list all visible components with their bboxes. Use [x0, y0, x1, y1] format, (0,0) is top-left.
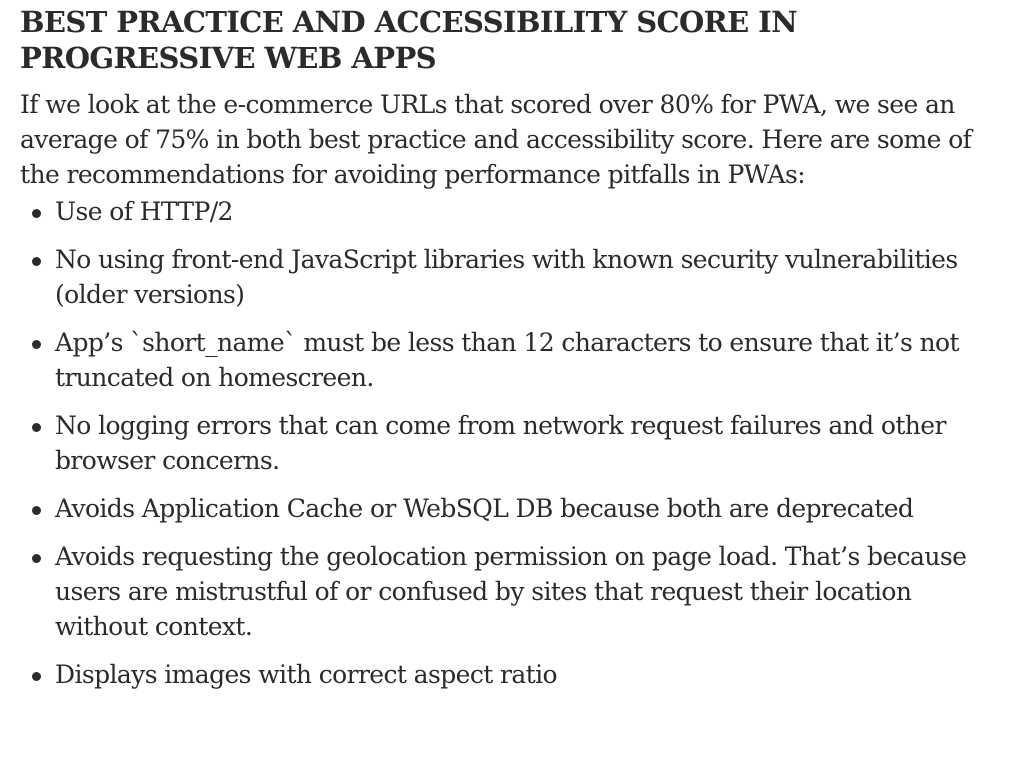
bullet-icon: [32, 340, 41, 349]
list-item-text: No logging errors that can come from network request failures and other browser concerns.: [55, 411, 946, 475]
list-item: [20, 194, 1005, 229]
list-item-text: App’s `short_name` must be less than 12 characters to ensure that it’s not truncated on homescreen.: [55, 328, 959, 392]
page-title: BEST PRACTICE AND ACCESSIBILITY SCORE IN PROGRESSIVE WEB APPS: [20, 5, 798, 75]
recommendations-list: [20, 194, 1004, 692]
bullet-icon: [32, 506, 41, 515]
list-item: [20, 408, 1005, 478]
bullet-icon: [32, 672, 41, 681]
list-item-text: Use of HTTP/2: [55, 197, 233, 226]
list-item: [20, 325, 1005, 395]
list-item-text: Avoids requesting the geolocation permission on page load. That’s because users are mistrustful of or confused by sites that request their location without context.: [55, 542, 967, 641]
list-item-text: Avoids Application Cache or WebSQL DB because both are deprecated: [55, 494, 914, 523]
list-item: [20, 539, 1005, 644]
list-item: [20, 242, 1005, 312]
bullet-icon: [32, 209, 41, 218]
list-item: [20, 657, 1005, 692]
list-item-text: Displays images with correct aspect ratio: [55, 660, 557, 689]
bullet-icon: [32, 257, 41, 266]
bullet-icon: [32, 554, 41, 563]
bullet-icon: [32, 423, 41, 432]
intro-paragraph: If we look at the e-commerce URLs that scored over 80% for PWA, we see an average of 75% in both best practice and accessibility score. Here are some of the recommendations for avoiding performance pitfalls in PWAs:: [20, 90, 972, 189]
list-item: [20, 491, 1005, 526]
list-item-text: No using front-end JavaScript libraries with known security vulnerabilities (older versions): [55, 245, 958, 309]
